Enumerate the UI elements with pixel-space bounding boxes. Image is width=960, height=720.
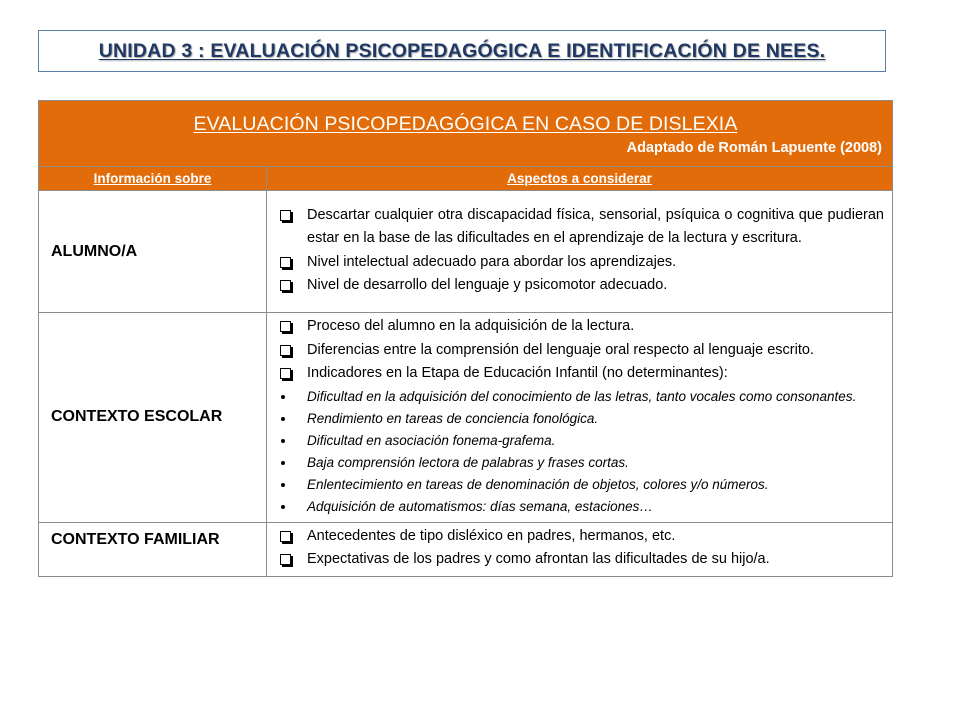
dot-bullet-icon	[281, 483, 285, 487]
dot-bullet-icon	[281, 417, 285, 421]
row-content-alumno	[267, 191, 893, 313]
list-item: Descartar cualquier otra discapacidad física, sensorial, psíquica o cognitiva que pudieran estar en la base de las dificultades en el aprendizaje de la lectura y escritura.	[275, 204, 884, 251]
checkbox-bullet-icon	[280, 345, 291, 356]
list-item: Dificultad en la adquisición del conocimiento de las letras, tanto vocales como consonantes.	[275, 386, 884, 408]
table-header-cell	[39, 101, 893, 167]
list-item: Rendimiento en tareas de conciencia fonológica.	[275, 408, 884, 430]
table-header-row	[39, 101, 893, 167]
list-item: Nivel intelectual adecuado para abordar los aprendizajes.	[275, 251, 884, 275]
row-content-escolar	[267, 313, 893, 523]
table-title: EVALUACIÓN PSICOPEDAGÓGICA EN CASO DE DISLEXIA	[193, 113, 738, 135]
list-item: Dificultad en asociación fonema-grafema.	[275, 430, 884, 452]
row-content-familiar	[267, 522, 893, 576]
dot-bullet-icon	[281, 439, 285, 443]
list-item: Expectativas de los padres y como afrontan las dificultades de su hijo/a.	[275, 548, 884, 572]
table-row	[39, 522, 893, 576]
column-header-info: Información sobre	[39, 167, 267, 191]
dot-bullet-icon	[281, 505, 285, 509]
list-item: Antecedentes de tipo disléxico en padres, hermanos, etc.	[275, 525, 884, 549]
column-header-row	[39, 167, 893, 191]
checkbox-bullet-icon	[280, 531, 291, 542]
list-item: Indicadores en la Etapa de Educación Infantil (no determinantes):	[275, 362, 884, 386]
list-item: Diferencias entre la comprensión del lenguaje oral respecto al lenguaje escrito.	[275, 339, 884, 363]
checkbox-bullet-icon	[280, 321, 291, 332]
list-item: Enlentecimiento en tareas de denominación de objetos, colores y/o números.	[275, 474, 884, 496]
checkbox-bullet-icon	[280, 210, 291, 221]
row-label-escolar: CONTEXTO ESCOLAR	[39, 313, 267, 523]
table-row	[39, 191, 893, 313]
checkbox-bullet-icon	[280, 280, 291, 291]
dot-bullet-icon	[281, 461, 285, 465]
list-item: Nivel de desarrollo del lenguaje y psicomotor adecuado.	[275, 274, 884, 298]
checkbox-bullet-icon	[280, 257, 291, 268]
dyslexia-evaluation-table	[38, 100, 893, 577]
column-header-aspects: Aspectos a considerar	[267, 167, 893, 191]
table-row	[39, 313, 893, 523]
page-title-box	[38, 30, 886, 72]
list-item: Adquisición de automatismos: días semana, estaciones…	[275, 496, 884, 518]
table-subtitle: Adaptado de Román Lapuente (2008)	[626, 140, 882, 156]
list-item: Proceso del alumno en la adquisición de la lectura.	[275, 315, 884, 339]
checkbox-bullet-icon	[280, 554, 291, 565]
row-label-familiar: CONTEXTO FAMILIAR	[39, 522, 267, 576]
list-item: Baja comprensión lectora de palabras y frases cortas.	[275, 452, 884, 474]
page-title: UNIDAD 3 : EVALUACIÓN PSICOPEDAGÓGICA E IDENTIFICACIÓN DE NEES.	[98, 39, 826, 62]
dot-bullet-icon	[281, 395, 285, 399]
row-label-alumno: ALUMNO/A	[39, 191, 267, 313]
checkbox-bullet-icon	[280, 368, 291, 379]
